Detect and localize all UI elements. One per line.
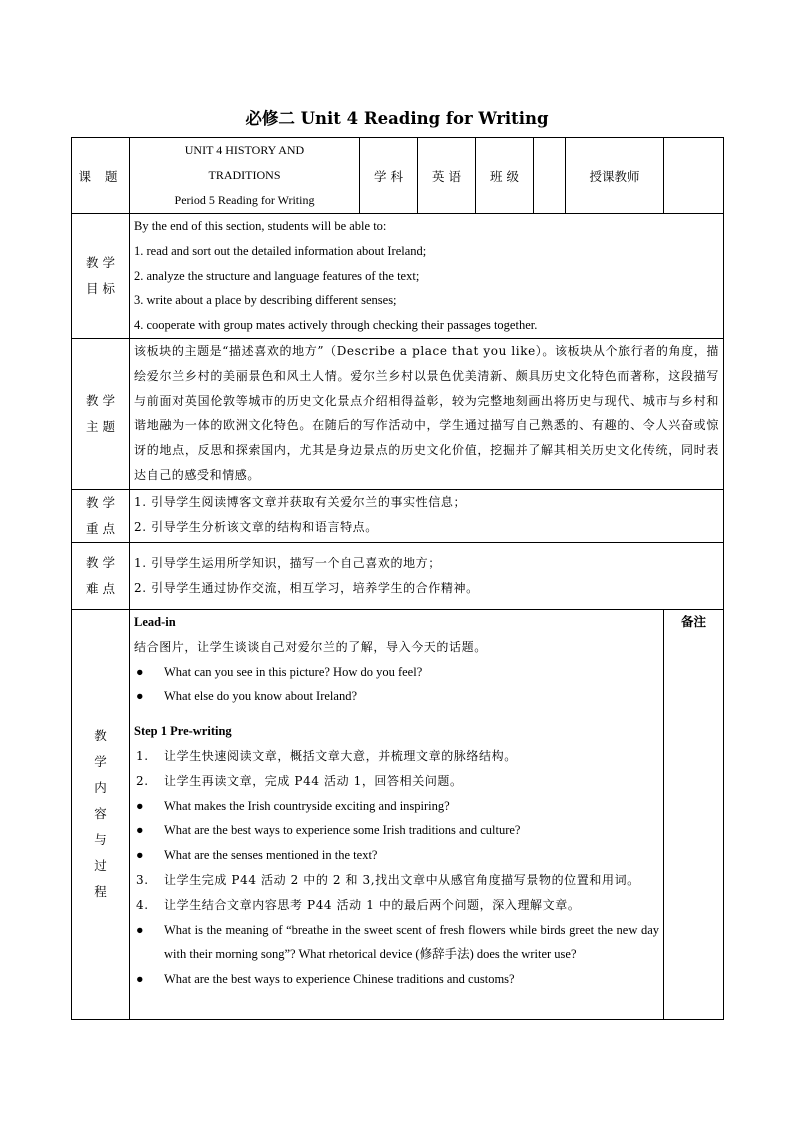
unit-title-line2: TRADITIONS (208, 168, 281, 182)
difficulties-content (130, 542, 724, 609)
teacher-label: 授课教师 (566, 138, 664, 214)
difficulty-item: 2. 引导学生通过协作交流，相互学习，培养学生的合作精神。 (134, 580, 479, 595)
step-question: ● What are the best ways to experience Chinese traditions and customs? (136, 972, 515, 987)
process-content (130, 609, 664, 1019)
subject-label: 学 科 (360, 138, 418, 214)
leadin-title: Lead-in (134, 614, 176, 629)
notes-column: 备注 (664, 609, 724, 1019)
difficulties-row (72, 542, 724, 609)
process-row (72, 609, 724, 1019)
objective-intro: By the end of this section, students will be able to: (134, 219, 387, 233)
objective-item: 4. cooperate with group mates actively through checking their passages together. (134, 318, 538, 333)
key-points-row (72, 489, 724, 542)
header-row (72, 138, 724, 214)
objectives-row (72, 214, 724, 339)
objective-item: 3. write about a place by describing different senses; (134, 293, 397, 308)
process-label: 教 学 内 容 与 过 程 (72, 609, 130, 1019)
lesson-plan-table (71, 137, 724, 1020)
step1-title: Step 1 Pre-writing (134, 724, 232, 739)
step-question: ● What are the senses mentioned in the text? (136, 848, 378, 863)
class-value (534, 138, 566, 214)
step-item: 3. 让学生完成 P44 活动 2 中的 2 和 3,找出文章中从感官角度描写景物的位置和用词。 (136, 872, 640, 887)
leadin-text: 结合图片，让学生谈谈自己对爱尔兰的了解，导入今天的话题。 (134, 639, 487, 654)
objectives-label: 教 学 目 标 (72, 214, 130, 339)
step-item: 4. 让学生结合文章内容思考 P44 活动 1 中的最后两个问题，深入理解文章。 (136, 897, 581, 912)
class-label: 班 级 (476, 138, 534, 214)
theme-content: 该板块的主题是“描述喜欢的地方”（Describe a place that you like）。该板块从个旅行者的角度，描绘爱尔兰乡村的美丽景色和风土人情。爱尔兰乡村以景色优美清新、颇具历史文化特色而著称，这段描写与前面对英国伦敦等城市的历史文化景点介绍相得益彰，较为完整地刻画出将历史与现代、城市与乡村和谐地融为一体的欧洲文化特色。在随后的写作活动中，学生通过描写自己熟悉的、有趣的、令人兴奋或惊讶的地点，反思和探索国内，尤其是身边景点的历史文化价值，挖掘并了解其相关历史文化传统，同时表达自己的感受和情感。 (130, 338, 724, 489)
leadin-question: ● What else do you know about Ireland? (136, 689, 357, 704)
topic-label: 课 题 (72, 138, 130, 214)
unit-title-cell (130, 138, 360, 214)
period-title: Period 5 Reading for Writing (174, 193, 315, 207)
teacher-value (664, 138, 724, 214)
step-question: ● What is the meaning of “breathe in the sweet scent of fresh flowers while birds greet the new day with their morning song”? What rhetorical device (修辞手法) does the writer use? (136, 922, 659, 962)
step-question: ● What are the best ways to experience some Irish traditions and culture? (136, 823, 521, 838)
step-item: 1. 让学生快速阅读文章，概括文章大意，并梳理文章的脉络结构。 (136, 748, 517, 763)
objectives-content (130, 214, 724, 339)
key-points-content (130, 489, 724, 542)
key-point-item: 1. 引导学生阅读博客文章并获取有关爱尔兰的事实性信息； (134, 494, 467, 509)
theme-label: 教 学 主 题 (72, 338, 130, 489)
difficulty-item: 1. 引导学生运用所学知识，描写一个自己喜欢的地方； (134, 556, 441, 571)
subject-value: 英 语 (418, 138, 476, 214)
difficulties-label: 教 学 难 点 (72, 542, 130, 609)
key-points-label: 教 学 重 点 (72, 489, 130, 542)
theme-row (72, 338, 724, 489)
unit-title-line1: UNIT 4 HISTORY AND (184, 143, 305, 157)
objective-item: 1. read and sort out the detailed information about Ireland; (134, 243, 427, 258)
leadin-question: ● What can you see in this picture? How do you feel? (136, 664, 423, 679)
step-item: 2. 让学生再读文章，完成 P44 活动 1，回答相关问题。 (136, 773, 463, 788)
step-question: ● What makes the Irish countryside exciting and inspiring? (136, 798, 450, 813)
document-title: 必修二 Unit 4 Reading for Writing (245, 109, 549, 128)
objective-item: 2. analyze the structure and language features of the text; (134, 268, 420, 283)
key-point-item: 2. 引导学生分析该文章的结构和语言特点。 (134, 519, 378, 534)
